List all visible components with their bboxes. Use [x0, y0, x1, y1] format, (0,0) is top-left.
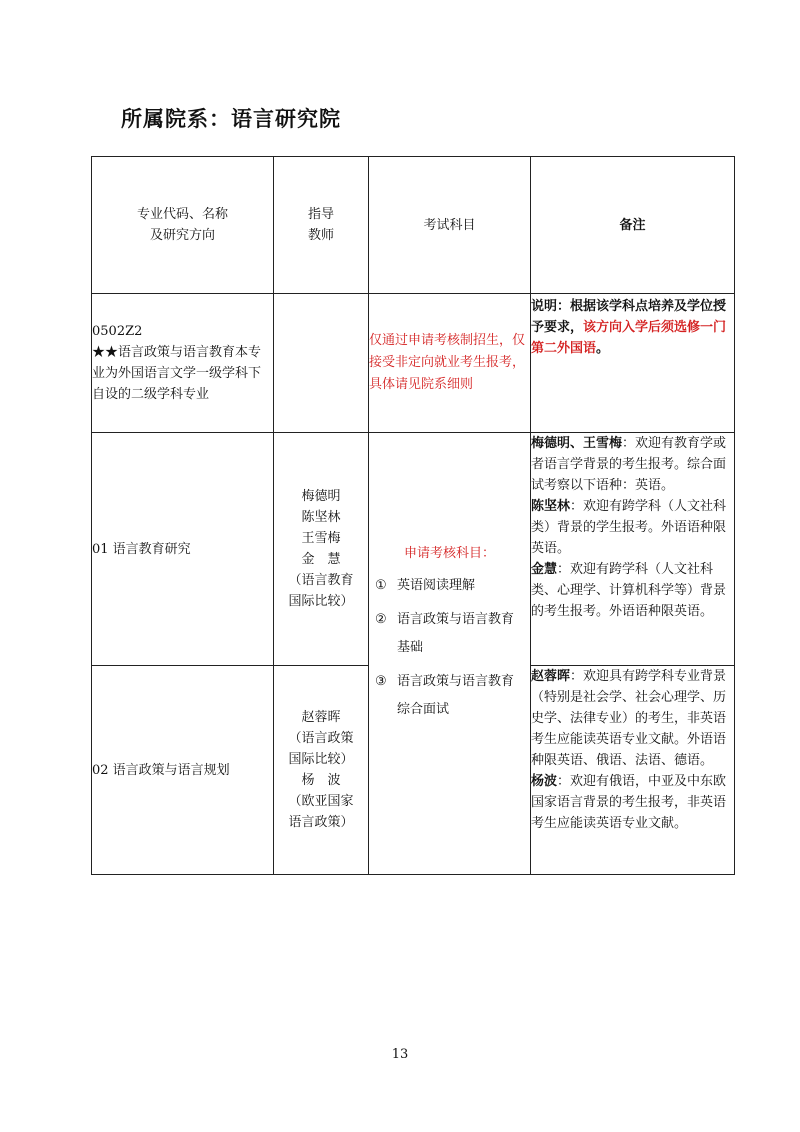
remark-bold-text: 说明：根据该学科点培养及学位授予要求， [531, 299, 727, 335]
list-item [375, 606, 524, 662]
remark-text: ：欢迎有跨学科（人文社科类）背景的学生报考。外语语种限英语。 [531, 499, 727, 556]
teacher-line: 王雪梅 [301, 531, 341, 546]
major-cell [92, 294, 274, 433]
teacher-name: 金慧 [531, 562, 558, 577]
exam-item-number: ③ [375, 674, 387, 689]
remark-paragraph [531, 666, 734, 771]
list-item [375, 668, 524, 724]
teacher-line: 国际比较） [288, 752, 354, 767]
teacher-line: 赵蓉晖 [301, 710, 341, 725]
exam-note: 仅通过申请考核制招生，仅接受非定向就业考生报考，具体请见院系细则 [369, 294, 531, 433]
remark-red-text: 该方向入学后须选修一门第二外国语 [531, 320, 727, 356]
exam-item-text: 语言政策与语言教育综合面试 [397, 674, 515, 717]
teacher-name: 梅德明、王雪梅 [531, 436, 623, 451]
header-major-line2: 及研究方向 [149, 228, 215, 243]
teacher-name: 杨波 [531, 774, 558, 789]
teacher-line: 语言政策） [288, 815, 354, 830]
page-number: 13 [391, 1047, 409, 1062]
teacher-line: 国际比较） [288, 594, 354, 609]
table-row [92, 433, 735, 666]
teacher-cell-empty [274, 294, 369, 433]
remark-text: ：欢迎有俄语，中亚及中东欧国家语言背景的考生报考，非英语考生应能读英语专业文献。 [531, 774, 727, 831]
table-header-row [92, 157, 735, 294]
exam-item-text: 英语阅读理解 [397, 578, 476, 593]
teacher-cell [274, 433, 369, 666]
remark-text: ：欢迎有跨学科（人文社科类、心理学、计算机科学等）背景的考生报考。外语语种限英语。 [531, 562, 727, 619]
major-code: 0502Z2 [92, 324, 143, 339]
remark-cell [531, 666, 735, 875]
table-row [92, 294, 735, 433]
remark-cell [531, 433, 735, 666]
remark-paragraph [531, 496, 734, 559]
remark-paragraph [531, 771, 734, 834]
teacher-line: 陈坚林 [301, 510, 341, 525]
teacher-line: 金 慧 [301, 552, 341, 567]
remark-text: ：欢迎具有跨学科专业背景（特别是社会学、社会心理学、历史学、法律专业）的考生，非英语考生应能读英语专业文献。外语语种限英语、俄语、法语、德语。 [531, 669, 727, 768]
program-table [91, 156, 735, 875]
remark-paragraph [531, 559, 734, 622]
teacher-name: 赵蓉晖 [531, 669, 571, 684]
exam-head: 申请考核科目： [403, 546, 495, 561]
teacher-line: （欧亚国家 [288, 794, 354, 809]
list-item [375, 572, 524, 600]
header-teacher-line2: 教师 [307, 228, 334, 243]
exam-item-number: ② [375, 612, 387, 627]
teacher-line: 杨 波 [301, 773, 341, 788]
exam-item-text: 语言政策与语言教育基础 [397, 612, 515, 655]
header-teacher [274, 157, 369, 294]
teacher-cell [274, 666, 369, 875]
teacher-line: （语言教育 [288, 573, 354, 588]
teacher-line: （语言政策 [288, 731, 354, 746]
page-title: 所属院系：语言研究院 [121, 107, 341, 131]
exam-item-number: ① [375, 578, 387, 593]
header-major-line1: 专业代码、名称 [136, 207, 228, 222]
header-exam: 考试科目 [369, 157, 531, 294]
header-remark: 备注 [531, 157, 735, 294]
teacher-name: 陈坚林 [531, 499, 571, 514]
teacher-line: 梅德明 [301, 489, 341, 504]
remark-end-text: 。 [596, 341, 610, 356]
header-teacher-line1: 指导 [307, 207, 334, 222]
remark-text: ：欢迎有教育学或者语言学背景的考生报考。综合面试考察以下语种：英语。 [531, 436, 727, 493]
exam-cell [369, 433, 531, 875]
direction-cell: 01 语言教育研究 [92, 433, 274, 666]
remark-paragraph [531, 433, 734, 496]
direction-cell: 02 语言政策与语言规划 [92, 666, 274, 875]
remark-cell [531, 294, 735, 433]
major-name: ★★语言政策与语言教育本专业为外国语言文学一级学科下自设的二级学科专业 [92, 345, 262, 402]
header-major [92, 157, 274, 294]
